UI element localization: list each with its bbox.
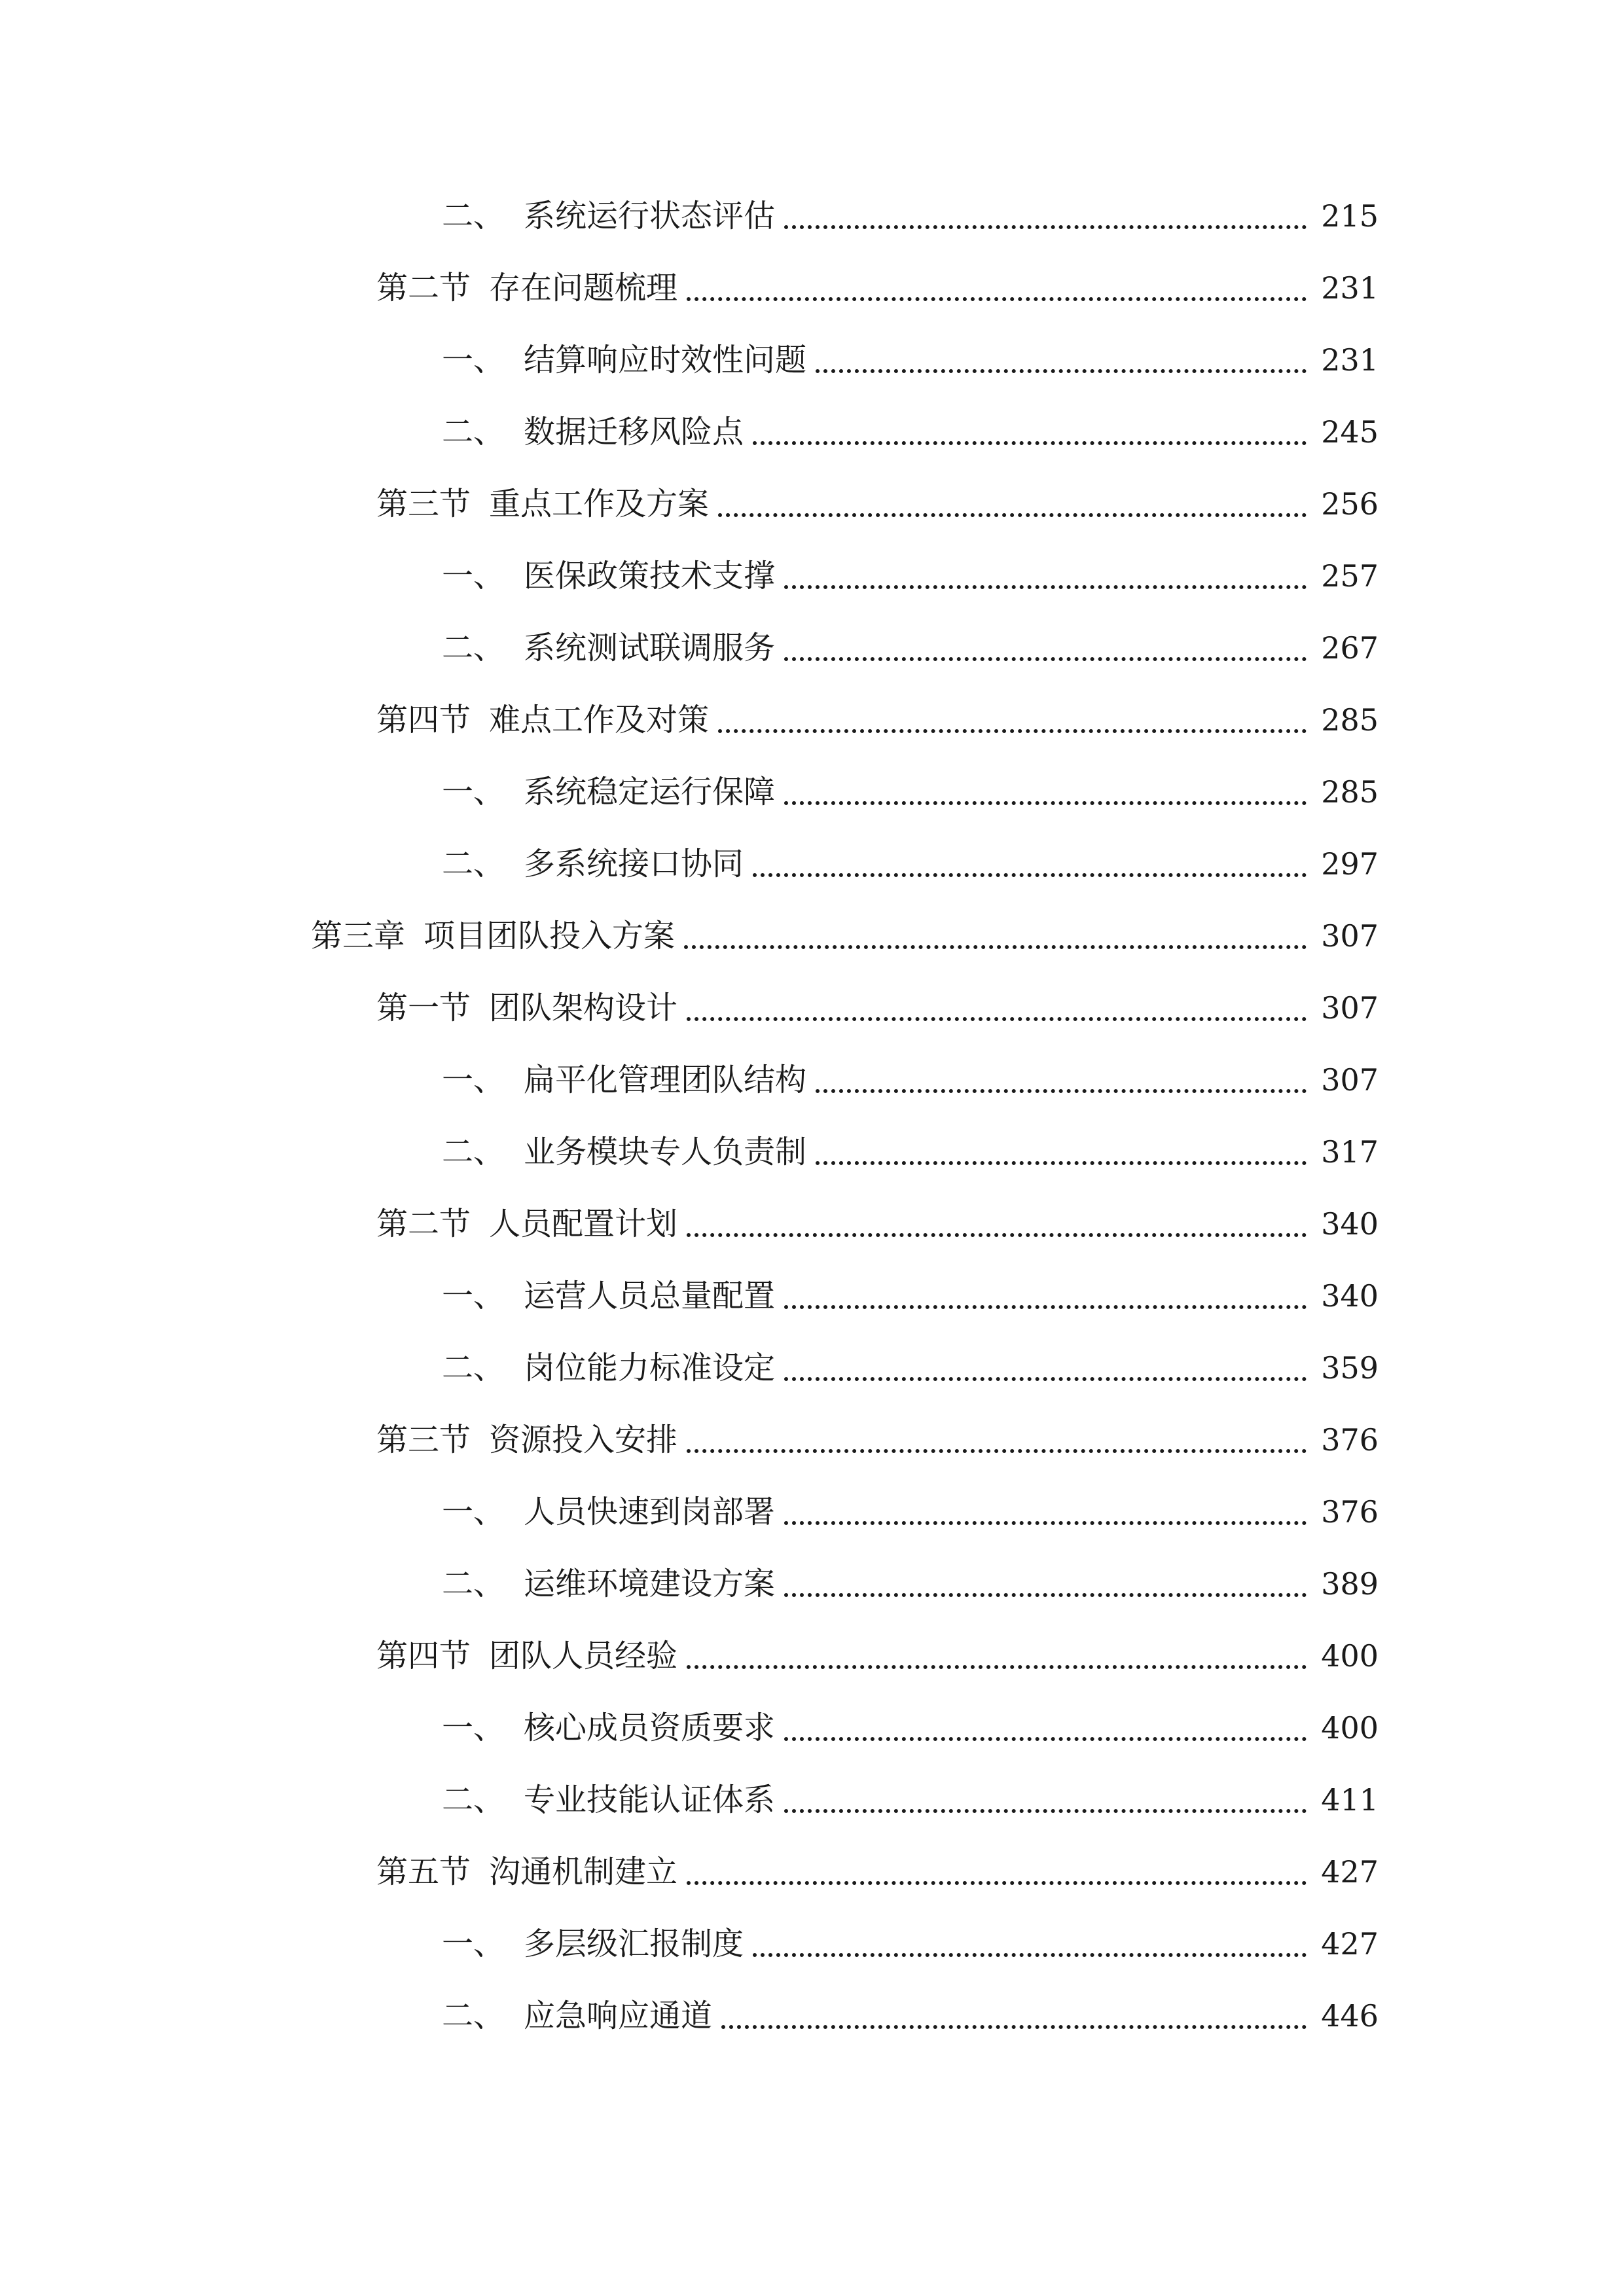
toc-entry-title: 岗位能力标准设定 [524,1350,776,1386]
toc-entry[interactable] [0,1911,1624,1977]
toc-entry-label [442,399,744,465]
toc-entry-label [442,1263,775,1329]
toc-entry[interactable] [0,1983,1624,2049]
toc-entry-number: 第二节 [376,270,471,306]
toc-page-number: 400 [1321,1638,1379,1674]
toc-entry-number: 二、 [442,198,505,234]
toc-entry-number: 第二节 [376,1206,471,1242]
toc-entry-label [442,1767,775,1833]
toc-entry-title: 业务模块专人负责制 [524,1134,807,1170]
toc-page-number: 376 [1321,1422,1379,1458]
toc-entry-label [442,1047,806,1113]
toc-entry-label [311,903,675,969]
toc-entry-number: 二、 [442,1134,505,1170]
toc-entry[interactable] [0,183,1624,249]
toc-dot-leader [753,1953,1307,1957]
toc-entry[interactable] [0,543,1624,609]
toc-entry-number: 一、 [442,1278,505,1314]
toc-page-number: 231 [1321,270,1379,306]
toc-entry-label [376,975,677,1041]
toc-entry-number: 第四节 [376,1638,471,1674]
toc-page-number: 340 [1321,1278,1379,1314]
toc-entry-title: 团队架构设计 [489,990,678,1026]
toc-entry-number: 第四节 [376,702,471,738]
toc-page-number: 231 [1321,342,1379,378]
toc-entry-label [442,183,775,249]
toc-entry-label [376,255,677,321]
toc-entry-title: 资源投入安排 [489,1422,678,1458]
toc-entry-title: 人员快速到岗部署 [524,1494,776,1530]
toc-entry-number: 一、 [442,774,505,810]
toc-entry[interactable] [0,975,1624,1041]
toc-entry[interactable] [0,1407,1624,1473]
toc-entry-title: 系统测试联调服务 [524,630,776,666]
toc-entry[interactable] [0,615,1624,681]
toc-entry-label [376,1839,677,1905]
toc-dot-leader [784,1521,1307,1525]
toc-entry-title: 多层级汇报制度 [524,1926,744,1962]
toc-dot-leader [721,2025,1307,2029]
toc-entry[interactable] [0,327,1624,393]
toc-page-number: 446 [1321,1998,1379,2034]
toc-dot-leader [816,1089,1307,1093]
toc-dot-leader [687,1017,1307,1021]
toc-entry-label [442,543,775,609]
toc-entry-label [442,1551,775,1617]
toc-entry-title: 重点工作及方案 [489,486,710,522]
toc-dot-leader [753,873,1307,877]
toc-page-number: 427 [1321,1854,1379,1890]
toc-entry-title: 多系统接口协同 [524,846,744,882]
toc-entry[interactable] [0,471,1624,537]
toc-dot-leader [684,945,1307,949]
toc-entry-label [442,1335,775,1401]
toc-page-number: 256 [1321,486,1379,522]
toc-entry-label [376,471,709,537]
toc-entry-number: 一、 [442,1710,505,1746]
toc-dot-leader [687,1881,1307,1885]
toc-entry-label [376,687,709,753]
toc-entry[interactable] [0,399,1624,465]
toc-page-number: 297 [1321,846,1379,882]
toc-entry-label [376,1407,677,1473]
toc-entry-title: 系统运行状态评估 [524,198,776,234]
toc-page-number: 307 [1321,1062,1379,1098]
toc-entry-label [376,1191,677,1257]
toc-entry-title: 项目团队投入方案 [424,918,676,954]
toc-dot-leader [784,801,1307,805]
toc-entry-title: 核心成员资质要求 [524,1710,776,1746]
toc-dot-leader [784,1737,1307,1741]
toc-dot-leader [784,1593,1307,1597]
toc-entry-label [442,1119,806,1185]
toc-entry-title: 结算响应时效性问题 [524,342,807,378]
toc-dot-leader [784,1377,1307,1381]
toc-entry[interactable] [0,1047,1624,1113]
toc-entry-number: 第三章 [311,918,406,954]
toc-entry-title: 专业技能认证体系 [524,1782,776,1818]
toc-entry-number: 二、 [442,630,505,666]
toc-entry-number: 一、 [442,558,505,594]
toc-entry-label [442,759,775,825]
toc-page-number: 267 [1321,630,1379,666]
toc-entry-number: 一、 [442,342,505,378]
toc-dot-leader [784,585,1307,589]
toc-dot-leader [816,369,1307,373]
toc-entry-number: 一、 [442,1926,505,1962]
toc-page-number: 257 [1321,558,1379,594]
toc-page-number: 215 [1321,198,1379,234]
toc-entry-label [442,327,806,393]
toc-entry[interactable] [0,1119,1624,1185]
toc-page-number: 285 [1321,702,1379,738]
toc-page-number: 359 [1321,1350,1379,1386]
toc-dot-leader [784,225,1307,229]
toc-dot-leader [784,1305,1307,1309]
toc-dot-leader [816,1161,1307,1165]
toc-entry[interactable] [0,1767,1624,1833]
toc-entry[interactable] [0,1335,1624,1401]
toc-entry[interactable] [0,831,1624,897]
toc-entry-title: 系统稳定运行保障 [524,774,776,810]
toc-entry[interactable] [0,1695,1624,1761]
toc-entry-number: 二、 [442,1998,505,2034]
toc-entry[interactable] [0,1623,1624,1689]
toc-entry[interactable] [0,687,1624,753]
toc-entry[interactable] [0,1263,1624,1329]
toc-entry[interactable] [0,1191,1624,1257]
toc-dot-leader [753,441,1307,445]
toc-entry[interactable] [0,1839,1624,1905]
toc-entry-title: 运维环境建设方案 [524,1566,776,1602]
toc-page-number: 400 [1321,1710,1379,1746]
toc-page-number: 285 [1321,774,1379,810]
toc-entry-title: 团队人员经验 [489,1638,678,1674]
toc-entry-number: 第一节 [376,990,471,1026]
toc-dot-leader [687,1449,1307,1453]
toc-entry-title: 运营人员总量配置 [524,1278,776,1314]
toc-entry[interactable] [0,1551,1624,1617]
toc-page-number: 317 [1321,1134,1379,1170]
toc-entry-title: 应急响应通道 [524,1998,713,2034]
toc-entry-number: 第五节 [376,1854,471,1890]
toc-entry-number: 二、 [442,1350,505,1386]
toc-entry-title: 医保政策技术支撑 [524,558,776,594]
toc-page-number: 307 [1321,990,1379,1026]
toc-page-number: 389 [1321,1566,1379,1602]
toc-page-number: 307 [1321,918,1379,954]
toc-entry-title: 难点工作及对策 [489,702,710,738]
toc-entry-number: 第三节 [376,486,471,522]
toc-entry-title: 沟通机制建立 [489,1854,678,1890]
toc-entry-number: 第三节 [376,1422,471,1458]
toc-page-number: 340 [1321,1206,1379,1242]
toc-entry-label [442,615,775,681]
toc-entry-number: 二、 [442,1782,505,1818]
toc-dot-leader [718,729,1307,733]
toc-entry-number: 一、 [442,1494,505,1530]
toc-dot-leader [687,297,1307,301]
toc-entry-title: 人员配置计划 [489,1206,678,1242]
toc-entry-label [442,831,744,897]
toc-entry-number: 一、 [442,1062,505,1098]
toc-page-number: 245 [1321,414,1379,450]
toc-dot-leader [784,657,1307,661]
toc-dot-leader [687,1233,1307,1237]
toc-entry-number: 二、 [442,1566,505,1602]
toc-entry[interactable] [0,255,1624,321]
toc-page-number: 376 [1321,1494,1379,1530]
toc-entry-label [442,1983,712,2049]
toc-entry-label [442,1695,775,1761]
toc-entry-title: 数据迁移风险点 [524,414,744,450]
toc-entry-label [442,1479,775,1545]
toc-entry-number: 二、 [442,846,505,882]
toc-dot-leader [718,513,1307,517]
toc-entry-title: 存在问题梳理 [489,270,678,306]
toc-entry-label [376,1623,677,1689]
toc-entry[interactable] [0,903,1624,969]
toc-entry[interactable] [0,759,1624,825]
toc-page-number: 427 [1321,1926,1379,1962]
toc-page-number: 411 [1321,1782,1379,1818]
toc-entry-number: 二、 [442,414,505,450]
toc-dot-leader [687,1665,1307,1669]
toc-dot-leader [784,1809,1307,1813]
toc-entry[interactable] [0,1479,1624,1545]
toc-entry-title: 扁平化管理团队结构 [524,1062,807,1098]
toc-entry-label [442,1911,744,1977]
